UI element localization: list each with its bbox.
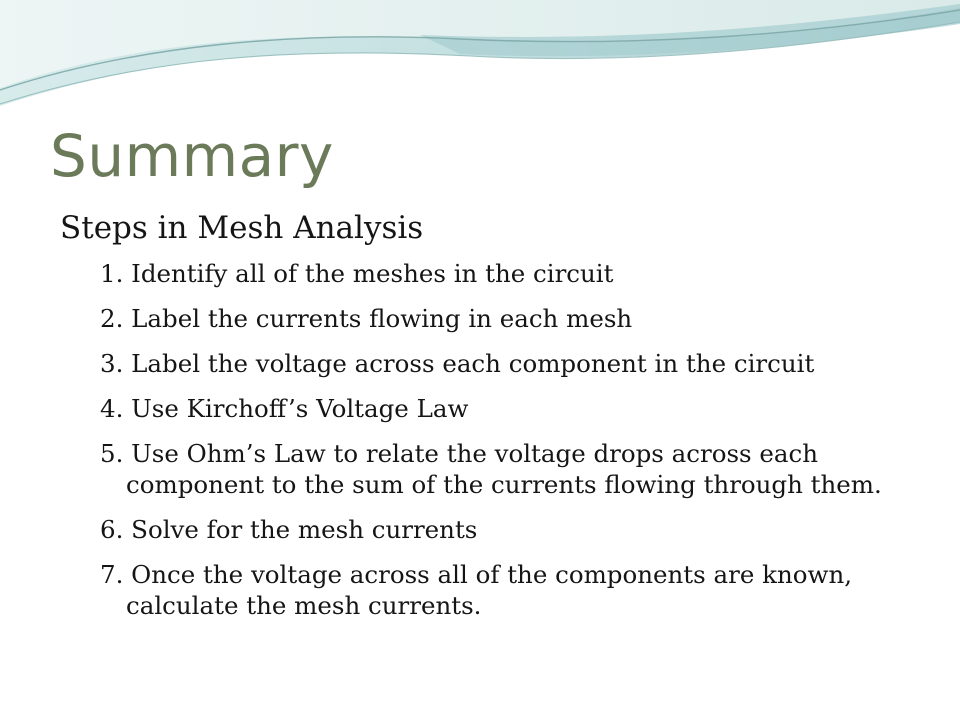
steps-list	[100, 258, 920, 621]
slide-content	[60, 206, 920, 635]
step-2: 2. Label the currents flowing in each mesh	[100, 304, 633, 333]
step-1: 1. Identify all of the meshes in the circuit	[100, 259, 614, 288]
step-6: 6. Solve for the mesh currents	[100, 515, 478, 544]
step-5: 5. Use Ohm’s Law to relate the voltage drops across each component to the sum of the currents flowing through them.	[100, 439, 882, 499]
slide-title: Summary	[50, 122, 334, 190]
step-4: 4. Use Kirchoff’s Voltage Law	[100, 394, 469, 423]
step-7: 7. Once the voltage across all of the components are known, calculate the mesh currents.	[100, 560, 853, 620]
section-heading: Steps in Mesh Analysis	[60, 210, 424, 246]
step-3: 3. Label the voltage across each component in the circuit	[100, 349, 815, 378]
decorative-wave-banner	[0, 0, 960, 120]
